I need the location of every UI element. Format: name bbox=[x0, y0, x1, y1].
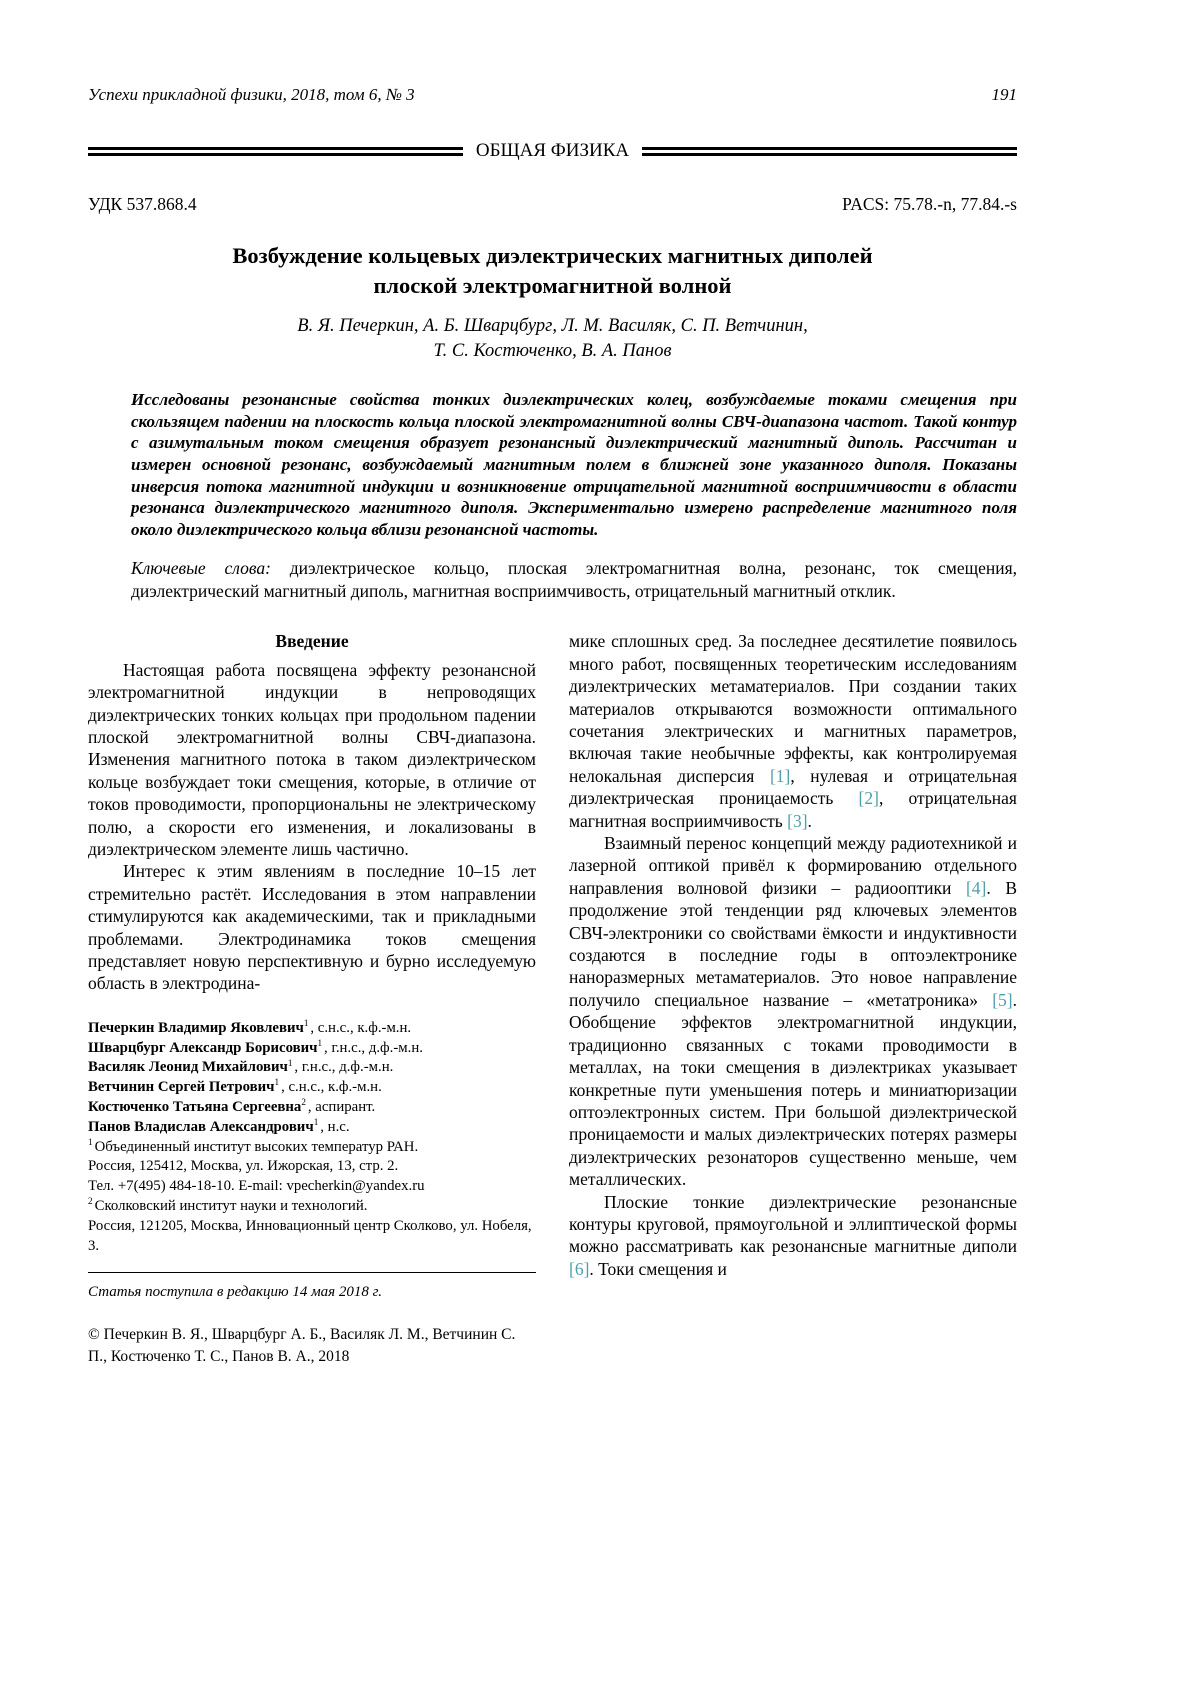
affiliation-line bbox=[88, 1138, 536, 1158]
author-degrees: , аспирант. bbox=[307, 1099, 376, 1116]
section-heading-introduction: Введение bbox=[275, 631, 349, 652]
udk-code: УДК 537.868.4 bbox=[88, 193, 197, 214]
article-title-line: Возбуждение кольцевых диэлектрических магнитных диполей bbox=[232, 243, 873, 269]
affiliation-text: Россия, 121205, Москва, Инновационный центр Сколково, ул. Нобеля, 3. bbox=[88, 1217, 532, 1254]
author-note bbox=[88, 1019, 536, 1257]
body-paragraph: Настоящая работа посвящена эффекту резонансной электромагнитной индукции в непроводящих диэлектрических тонких кольцах при продольном падении плоской электромагнитной волны СВЧ-диапазона. Изменения магнитного потока в таком диэлектрическом кольце возбуждает токи смещения, которые, в отличие от токов проводимости, пропорциональны не электрическому полю, а скорости его изменения, и локализованы в диэлектрическом элементе лишь частично. bbox=[88, 659, 536, 860]
running-header bbox=[88, 84, 1017, 106]
author-degrees: , г.н.с., д.ф.-м.н. bbox=[324, 1039, 423, 1056]
left-column bbox=[88, 630, 536, 1367]
citation-link[interactable]: [2] bbox=[858, 788, 879, 809]
body-paragraph: мике сплошных сред. За последнее десятилетие появилось много работ, посвященных теоретическим исследованиям диэлектрических метаматериалов. При создании таких материалов открываются возможности оптимального сочетания электрических и магнитных параметров, включая такие необычные эффекты, как контролируемая нелокальная дисперсия [1], нулевая и отрицательная диэлектрическая проницаемость [2], отрицательная магнитная восприимчивость [3]. bbox=[569, 631, 1017, 831]
affiliation-marker: 1 bbox=[274, 1077, 280, 1088]
affiliation-marker: 1 bbox=[317, 1037, 323, 1048]
affiliation-marker: 1 bbox=[88, 1136, 93, 1147]
author-note-line bbox=[88, 1078, 536, 1098]
article-title-line: плоской электромагнитной волной bbox=[373, 273, 732, 299]
author-name: Печеркин Владимир Яковлевич bbox=[88, 1019, 304, 1036]
banner-rule-right bbox=[642, 147, 1017, 156]
author-degrees: , с.н.с., к.ф.-м.н. bbox=[281, 1079, 382, 1096]
author-name: Панов Владислав Александрович bbox=[88, 1118, 314, 1135]
author-degrees: , с.н.с., к.ф.-м.н. bbox=[310, 1019, 412, 1036]
citation-link[interactable]: [6] bbox=[569, 1258, 590, 1279]
copyright-line: © Печеркин В. Я., Шварцбург А. Б., Василяк Л. М., Ветчинин С. П., Костюченко Т. С., Панов В. А., 2018 bbox=[88, 1326, 516, 1365]
body-paragraph: Плоские тонкие диэлектрические резонансные контуры круговой, прямоугольной и эллиптической формы можно рассматривать как резонансные магнитные диполи [6]. Токи смещения и bbox=[569, 1191, 1017, 1279]
keywords-text: диэлектрическое кольцо, плоская электромагнитная волна, резонанс, ток смещения, диэлектрический магнитный диполь, магнитная восприимчивость, отрицательный магнитный отклик. bbox=[131, 558, 1017, 601]
keywords-paragraph bbox=[131, 557, 1017, 602]
author-degrees: , г.н.с., д.ф.-м.н. bbox=[294, 1059, 394, 1076]
authors-line: Т. С. Костюченко, В. А. Панов bbox=[433, 341, 672, 362]
affiliation-text: Объединенный институт высоких температур РАН. bbox=[94, 1138, 419, 1155]
author-name: Ветчинин Сергей Петрович bbox=[88, 1079, 275, 1096]
affiliation-line bbox=[88, 1197, 536, 1217]
author-note-line bbox=[88, 1019, 536, 1039]
citation-link[interactable]: [1] bbox=[769, 765, 791, 786]
two-column-body bbox=[88, 630, 1017, 1367]
journal-title: Успехи прикладной физики, 2018, том 6, № 3 bbox=[88, 85, 415, 104]
affiliation-line bbox=[88, 1217, 536, 1257]
author-note-line bbox=[88, 1118, 536, 1138]
affiliation-text: Сколковский институт науки и технологий. bbox=[94, 1198, 368, 1215]
authors-line: В. Я. Печеркин, А. Б. Шварцбург, Л. М. Василяк, С. П. Ветчинин, bbox=[297, 316, 808, 337]
body-paragraph: Интерес к этим явлениям в последние 10–15 лет стремительно растёт. Исследования в этом направлении стимулируются как академическими, так и прикладными проблемами. Электродинамика токов смещения представляет новую перспективную и бурно исследуемую область в электродина- bbox=[88, 861, 536, 994]
keywords-label: Ключевые слова: bbox=[131, 558, 271, 579]
classification-row bbox=[88, 193, 1017, 215]
author-note-line bbox=[88, 1058, 536, 1078]
pacs-code: PACS: 75.78.-n, 77.84.-s bbox=[842, 193, 1017, 214]
authors-block bbox=[88, 314, 1017, 364]
section-banner bbox=[88, 140, 1017, 162]
citation-link[interactable]: [4] bbox=[965, 877, 987, 898]
affiliation-text: Россия, 125412, Москва, ул. Ижорская, 13, стр. 2. bbox=[88, 1158, 399, 1175]
citation-link[interactable]: [5] bbox=[992, 989, 1013, 1010]
citation-link[interactable]: [3] bbox=[787, 810, 808, 831]
affiliation-line bbox=[88, 1157, 536, 1177]
author-name: Костюченко Татьяна Сергеевна bbox=[88, 1099, 302, 1116]
abstract-text: Исследованы резонансные свойства тонких диэлектрических колец, возбуждаемые токами смещения при скользящем падении на плоскость кольца плоской электромагнитной волны СВЧ-диапазона частот. Такой контур с азимутальным током смещения образует резонансный диэлектрический магнитный диполь. Рассчитан и измерен основной резонанс, возбуждаемый магнитным полем в ближней зоне указанного диполя. Показаны инверсия потока магнитной индукции и возникновение отрицательной магнитной восприимчивости в области резонанса диэлектрического магнитного диполя. Экспериментально измерено распределение магнитного поля около диэлектрического кольца вблизи резонансной частоты. bbox=[131, 390, 1017, 539]
footnote-divider bbox=[88, 1272, 536, 1273]
right-column bbox=[569, 630, 1017, 1367]
page-number: 191 bbox=[991, 85, 1017, 104]
author-note-line bbox=[88, 1039, 536, 1059]
banner-rule-left bbox=[88, 147, 463, 156]
affiliation-marker: 1 bbox=[313, 1116, 319, 1127]
author-name: Василяк Леонид Михайлович bbox=[88, 1059, 288, 1076]
article-title bbox=[88, 241, 1017, 301]
section-label: ОБЩАЯ ФИЗИКА bbox=[475, 140, 630, 162]
affiliation-marker: 2 bbox=[301, 1097, 306, 1108]
received-date: Статья поступила в редакцию 14 мая 2018 г. bbox=[88, 1284, 383, 1301]
affiliation-marker: 2 bbox=[88, 1196, 93, 1207]
contact-text: Тел. +7(495) 484-18-10. E-mail: bbox=[88, 1178, 287, 1195]
body-paragraph: Взаимный перенос концепций между радиотехникой и лазерной оптикой привёл к формированию отдельного направления волновой физики – радиооптики [4]. В продолжение этой тенденции ряд ключевых элементов СВЧ-электроники со свойствами ёмкости и индуктивности создаются в последние годы в оптоэлектронике наноразмерных метаматериалов. Это новое направление получило специальное название – «метатроника» [5]. Обобщение эффектов электромагнитной индукции, традиционно связанных с токами проводимости в металлах, на токи смещения в диэлектриках указывает конкретные пути уменьшения потерь и миниатюризации оптоэлектронных систем. При большой диэлектрической проницаемости и малых диэлектрических потерях размеры диэлектрических резонаторов существенно меньше, чем металлических. bbox=[569, 833, 1017, 1190]
affiliation-marker: 1 bbox=[303, 1017, 309, 1028]
email-link[interactable]: vpecherkin@yandex.ru bbox=[286, 1178, 425, 1195]
author-note-line bbox=[88, 1098, 536, 1118]
author-name: Шварцбург Александр Борисович bbox=[88, 1039, 318, 1056]
author-degrees: , н.с. bbox=[320, 1118, 350, 1135]
affiliation-line bbox=[88, 1177, 536, 1197]
affiliation-marker: 1 bbox=[287, 1057, 293, 1068]
